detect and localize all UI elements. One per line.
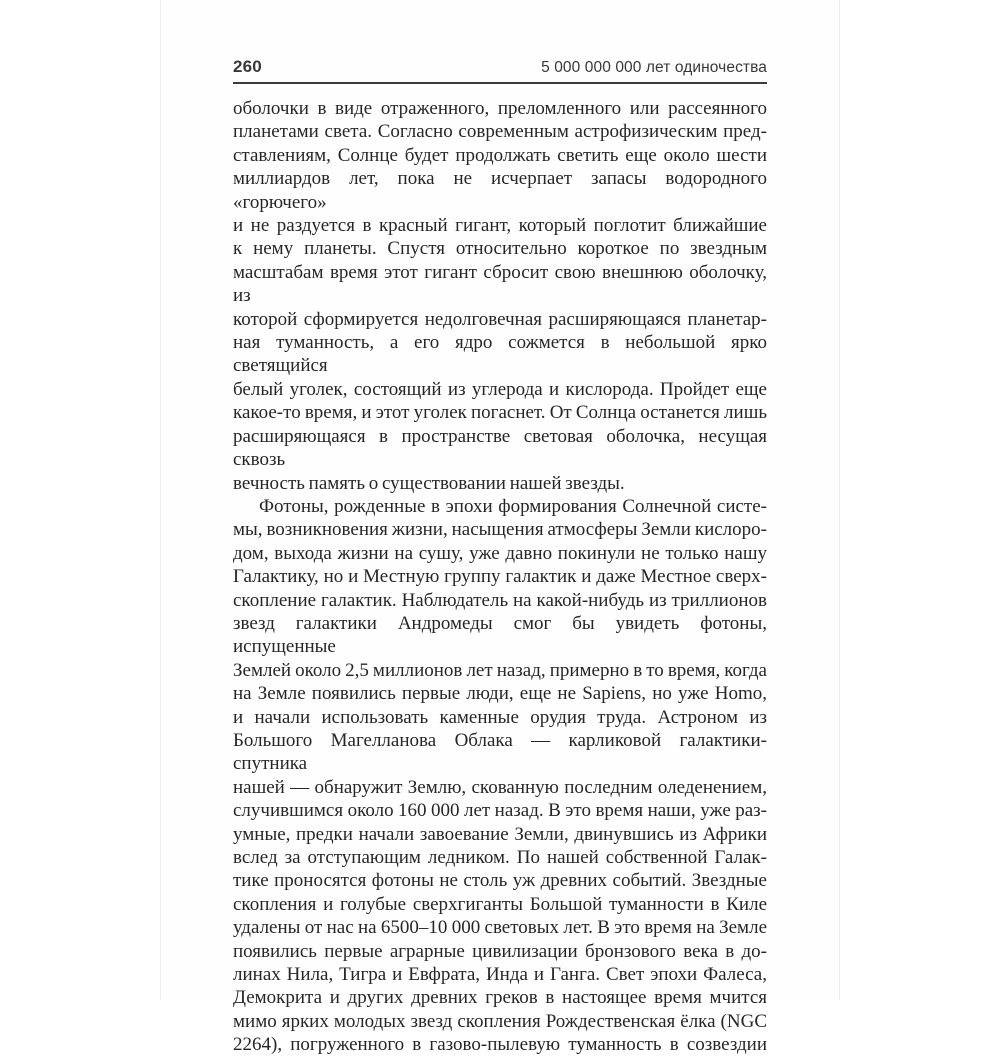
text-line: ная туманность, а его ядро сожмется в небольшой ярко светящийся [233,332,767,377]
text-line: масштабам время этот гигант сбросит свою внешнюю оболочку, из [233,261,767,307]
text-line: Демокрита и других древних греков в настоящее время мчится [233,987,767,1009]
text-line: случившимся около 160 000 лет назад. В это время наши, уже раз- [233,800,767,822]
running-title: 5 000 000 000 лет одиночества [541,59,767,76]
text-line: мимо ярких молодых звезд скопления Рождественская ёлка (NGC [233,1010,767,1032]
text-line: миллиардов лет, пока не исчерпает запасы водородного «горючего» [233,168,767,213]
text-line: белый уголек, состоящий из углерода и кислорода. Пройдет еще [233,378,767,400]
text-line: какое-то время, и этот уголек погаснет. От Солнца останется лишь [233,402,767,424]
text-line: дом, выхода жизни на сушу, уже давно покинули не только нашу [233,542,767,564]
text-line: Галактику, но и Местную группу галактик и даже Местное сверх- [233,566,767,588]
text-line: вслед за отступающим ледником. По нашей собственной Галак- [233,847,767,868]
text-line: появились первые аграрные цивилизации бронзового века в до- [233,940,767,962]
text-line: скопление галактик. Наблюдатель на какой-нибудь из триллионов [233,589,767,611]
text-line: и начали использовать каменные орудия труда. Астроном из [233,706,767,728]
text-line: удалены от нас на 6500–10 000 световых лет. В это время на Земле [233,917,767,939]
text-line: Фотоны, рожденные в эпохи формирования Солнечной систе- [259,495,767,517]
text-line: звезд галактики Андромеды смог бы увидеть фотоны, испущенные [233,612,767,658]
text-line: и не раздуется в красный гигант, который поглотит ближайшие [233,215,767,237]
page-body [233,97,767,1057]
text-line: вечность память о существовании нашей звезды. [233,472,625,494]
text-line: нашей — обнаружит Землю, скованную последним оледенением, [233,776,767,798]
text-line: тике проносятся фотоны не столь уж древних событий. Звездные [233,870,767,892]
text-line: скопления и голубые сверхгиганты Большой туманности в Киле [233,893,767,915]
page-header [233,57,767,84]
text-line: планетами света. Согласно современным астрофизическим пред- [233,121,767,143]
text-line: оболочки в виде отраженного, преломленного или рассеянного [233,98,767,119]
text-line: Землей около 2,5 миллионов лет назад, примерно в то время, когда [233,659,767,681]
text-line: к нему планеты. Спустя относительно короткое по звездным [233,238,767,260]
text-line: на Земле появились первые люди, еще не Sapiens, но уже Homo, [233,683,767,705]
text-line: ставлениям, Солнце будет продолжать светить еще около шести [233,144,767,166]
text-line: которой сформируется недолговечная расширяющаяся планетар- [233,308,767,330]
text-line: умные, предки начали завоевание Земли, двинувшись из Африки [233,823,767,845]
text-line: мы, возникновения жизни, насыщения атмосферы Земли кислоро- [233,519,767,541]
text-line: линах Нила, Тигра и Евфрата, Инда и Ганга. Свет эпохи Фалеса, [233,964,767,986]
text-line: Большого Магелланова Облака — карликовой галактики-спутника [233,729,767,775]
text-line: расширяющаяся в пространстве световая оболочка, несущая сквозь [233,425,767,471]
text-line: 2264), погруженного в газово-пылевую туманность в созвездии [233,1034,767,1056]
page-number: 260 [233,57,262,76]
page-content [233,57,767,1057]
